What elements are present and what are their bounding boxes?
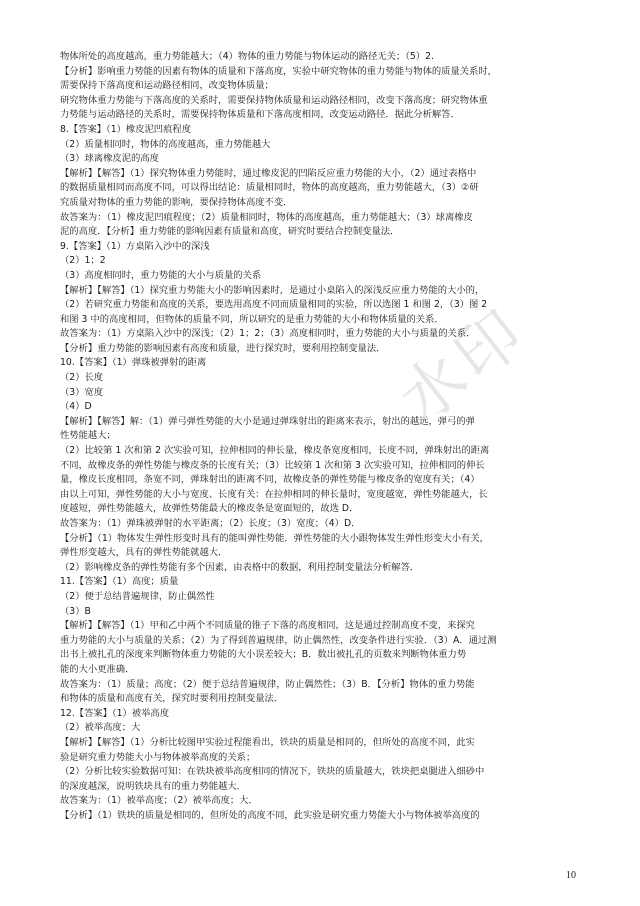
text-line: （2）质量相同时，物体的高度越高，重力势能越大 (60, 138, 271, 150)
page-number: 10 (566, 870, 576, 881)
text-line: 【分析】重力势能的影响因素有高度和质量，进行探究时，要利用控制变量法． (60, 342, 386, 354)
text-line: 故答案为：（1）弹珠被弹射的水平距离；（2）长度；（3）宽度；（4）D． (60, 518, 361, 529)
text-line: 性势能越大； (60, 430, 116, 442)
text-line: 和物体的质量和高度有关，探究时要利用控制变量法． (60, 693, 284, 705)
text-line: 量，橡皮长度相同，条宽不同，弹珠射出的距离不同，故橡皮条的弹性势能与橡皮条的宽度有关；（4） (60, 474, 480, 486)
text-line: （4）D (60, 401, 92, 413)
text-line: 力势能与运动路径的关系时，需要保持物体质量和下落高度相同，改变运动路径．据此分析解答． (60, 109, 460, 121)
text-line: （2）便于总结普遍规律，防止偶然性 (60, 590, 215, 602)
text-line: 【解析】【解答】（1）探究重力势能大小的影响因素时，是通过小桌陷入的深浅反应重力势能的大小的， (60, 284, 485, 296)
text-line: （2）影响橡皮条的弹性势能有多个因素，由表格中的数据，利用控制变量法分析解答． (60, 561, 420, 573)
watermark-text: 水印 (386, 293, 542, 439)
text-line: 故答案为：（1）橡皮泥凹痕程度；（2）质量相同时，物体的高度越高，重力势能越大；（3）球离橡皮 (60, 211, 473, 223)
text-line: （2）长度 (60, 372, 104, 384)
text-line: 的深度越深，说明铁块具有的重力势能越大． (60, 780, 246, 792)
text-line: 【解析】【解答】（1）分析比较图甲实验过程能看出，铁块的质量是相同的，但所处的高度不同，此实 (60, 736, 475, 748)
text-line: 和图 3 中的高度相同，但物体的质量不同，所以研究的是重力势能的大小和物体质量的关系． (60, 313, 444, 325)
text-line: （3）宽度 (60, 386, 104, 398)
text-line: 故答案为：（1）方桌陷入沙中的深浅；（2）1；2；（3）高度相同时，重力势能的大小与质量的关系． (60, 328, 476, 340)
text-line: 11.【答案】（1）高度；质量 (60, 576, 179, 588)
text-line: 验是研究重力势能大小与物体被举高度的关系； (60, 751, 256, 763)
text-line: 【解析】【解答】（1）甲和乙中两个不同质量的锥子下落的高度相同，这是通过控制高度不变，来探究 (60, 620, 475, 632)
text-line: 究质量对物体的重力势能的影响，要保持物体高度不变． (60, 196, 293, 208)
text-line: 故答案为：（1）质量；高度；（2）便于总结普遍规律，防止偶然性；（3）B．【分析】物体的重力势能 (60, 678, 475, 690)
text-line: （2）1；2 (60, 255, 106, 267)
text-line: 不同，故橡皮条的弹性势能与橡皮条的长度有关；（3）比较第 1 次和第 3 次实验可知，拉伸相同的伸长 (60, 459, 485, 471)
text-line: 10.【答案】（1）弹珠被弹射的距离 (60, 357, 207, 369)
text-line: 由以上可知，弹性势能的大小与宽度、长度有关：在拉伸相同的伸长量时，宽度越宽，弹性势能越大，长 (60, 488, 488, 500)
text-line: 的数据质量相同而高度不同，可以得出结论：质量相同时，物体的高度越高，重力势能越大，（3）②研 (60, 182, 479, 194)
text-line: 【分析】影响重力势能的因素有物体的质量和下落高度，实验中研究物体的重力势能与物体的质量关系时， (60, 65, 497, 77)
text-line: 度越短，弹性势能越大，故弹性势能最大的橡皮条是宽面短的，故选 D． (60, 503, 359, 515)
text-line: （2）若研究重力势能和高度的关系，要选用高度不同而质量相同的实验，所以选图 1 和图 2，（3）图 2 (60, 299, 488, 311)
text-line: 泥的高度．【分析】重力势能的影响因素有质量和高度，研究时要结合控制变量法． (60, 226, 400, 238)
text-line: 物体所处的高度越高，重力势能越大；（4）物体的重力势能与物体运动的路径无关；（5）2. (60, 51, 434, 62)
text-line: （2）被举高度；大 (60, 722, 141, 734)
text-line: （3）B (60, 605, 91, 617)
text-line: 弹性形变越大，具有的弹性势能就越大． (60, 547, 228, 559)
text-line: （3）球离橡皮泥的高度 (60, 153, 159, 165)
text-line: 能的大小更准确． (60, 663, 135, 675)
text-line: 需要保持下落高度和运动路径相同，改变物体质量； (60, 80, 274, 92)
text-line: 出书上被扎孔的深度来判断物体重力势能的大小误差较大；B．数出被扎孔的页数来判断物体重力势 (60, 649, 467, 661)
text-line: （3）高度相同时，重力势能的大小与质量的关系 (60, 269, 262, 281)
text-line: 【解析】【解答】（1）探究物体重力势能时，通过橡皮泥的凹陷反应重力势能的大小，（2）通过表格中 (60, 167, 477, 179)
text-line: 研究物体重力势能与下落高度的关系时，需要保持物体质量和运动路径相同，改变下落高度；研究物体重 (60, 94, 488, 106)
document-body (60, 50, 588, 823)
text-line: （2）比较第 1 次和第 2 次实验可知，拉伸相同的伸长量，橡皮条宽度相同，长度不同，弹珠射出的距离 (60, 445, 490, 457)
text-line: 9.【答案】（1）方桌陷入沙中的深浅 (60, 240, 210, 252)
text-line: 【分析】（1）铁块的质量是相同的，但所处的高度不同，此实验是研究重力势能大小与物体被举高度的 (60, 809, 480, 821)
text-line: 8.【答案】（1）橡皮泥凹痕程度 (60, 123, 191, 135)
text-line: 【分析】（1）物体发生弹性形变时具有的能叫弹性势能．弹性势能的大小跟物体发生弹性形变大小有关， (60, 532, 489, 544)
text-line: 故答案为：（1）被举高度；（2）被举高度；大． (60, 795, 258, 807)
text-line: 12.【答案】（1）被举高度 (60, 707, 170, 719)
text-line: 重力势能的大小与质量的关系；（2）为了得到普遍规律，防止偶然性，改变条件进行实验．（3）A．通过测 (60, 634, 497, 646)
text-line: （2）分析比较实验数据可知：在铁块被举高度相同的情况下，铁块的质量越大，铁块把桌腿进入细砂中 (60, 766, 485, 778)
text-line: 【解析】【解答】解：（1）弹弓弹性势能的大小是通过弹珠射出的距离来表示，射出的越远，弹弓的弹 (60, 415, 475, 427)
